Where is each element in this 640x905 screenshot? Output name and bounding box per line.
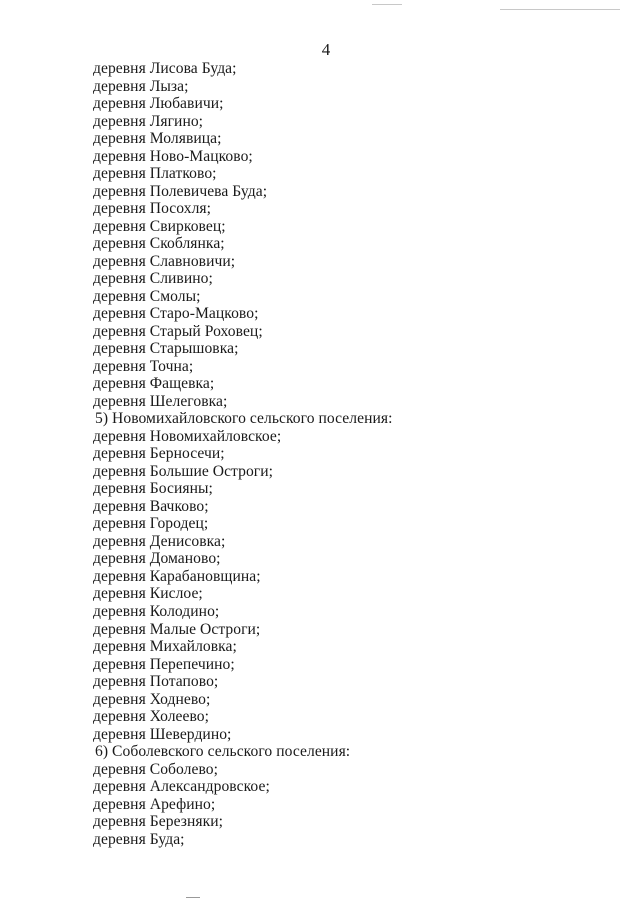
section-heading: 5) Новомихайловского сельского поселения: bbox=[95, 410, 393, 428]
scan-speck bbox=[500, 9, 620, 10]
page-number: 4 bbox=[321, 40, 331, 59]
scan-speck bbox=[372, 4, 402, 5]
settlement-list bbox=[93, 60, 392, 848]
list-item: деревня Любавичи; bbox=[93, 95, 224, 113]
list-item: деревня Сливино; bbox=[93, 270, 213, 288]
list-item: деревня Посохля; bbox=[93, 200, 212, 218]
list-item: деревня Лисова Буда; bbox=[93, 60, 237, 77]
list-item: деревня Арефино; bbox=[93, 795, 216, 813]
list-item: деревня Лягино; bbox=[93, 112, 204, 130]
list-item: деревня Лыза; bbox=[93, 77, 189, 95]
list-item: деревня Потапово; bbox=[93, 673, 219, 691]
list-item: деревня Михайловка; bbox=[93, 638, 237, 656]
list-item: деревня Смолы; bbox=[93, 287, 201, 305]
list-item: деревня Старый Роховец; bbox=[93, 322, 263, 340]
list-item: деревня Малые Остроги; bbox=[93, 620, 261, 638]
list-item: деревня Полевичева Буда; bbox=[93, 182, 268, 200]
list-item: деревня Ново-Мацково; bbox=[93, 147, 253, 165]
list-item: деревня Денисовка; bbox=[93, 532, 226, 550]
list-item: деревня Точна; bbox=[93, 357, 194, 375]
list-item: деревня Вачково; bbox=[93, 497, 209, 515]
list-item: деревня Старышовка; bbox=[93, 340, 239, 358]
list-item: деревня Березняки; bbox=[93, 813, 223, 831]
list-item: деревня Большие Остроги; bbox=[93, 462, 274, 480]
list-item: деревня Карабановщина; bbox=[93, 567, 261, 585]
list-item: деревня Новомихайловское; bbox=[93, 427, 282, 445]
list-item: деревня Платково; bbox=[93, 165, 217, 183]
list-item: деревня Старо-Мацково; bbox=[93, 305, 259, 323]
list-item: деревня Босияны; bbox=[93, 480, 213, 498]
list-item: деревня Городец; bbox=[93, 515, 209, 533]
list-item: деревня Перепечино; bbox=[93, 655, 235, 673]
section-heading: 6) Соболевского сельского поселения: bbox=[95, 743, 351, 761]
list-item: деревня Буда; bbox=[93, 830, 185, 848]
list-item: деревня Кислое; bbox=[93, 585, 203, 603]
list-item: деревня Ходнево; bbox=[93, 690, 211, 708]
list-item: деревня Шелеговка; bbox=[93, 392, 228, 410]
list-item: деревня Славновичи; bbox=[93, 252, 236, 270]
list-item: деревня Доманово; bbox=[93, 550, 221, 568]
scan-speck bbox=[186, 897, 200, 898]
list-item: деревня Колодино; bbox=[93, 602, 220, 620]
list-item: деревня Соболево; bbox=[93, 760, 219, 778]
list-item: деревня Молявица; bbox=[93, 130, 222, 148]
list-item: деревня Холеево; bbox=[93, 708, 210, 726]
list-item: деревня Фащевка; bbox=[93, 375, 215, 393]
list-item: деревня Свирковец; bbox=[93, 217, 226, 235]
list-item: деревня Александровское; bbox=[93, 778, 270, 796]
list-item: деревня Берносечи; bbox=[93, 445, 225, 463]
list-item: деревня Шевердино; bbox=[93, 725, 232, 743]
list-item: деревня Скоблянка; bbox=[93, 235, 225, 253]
